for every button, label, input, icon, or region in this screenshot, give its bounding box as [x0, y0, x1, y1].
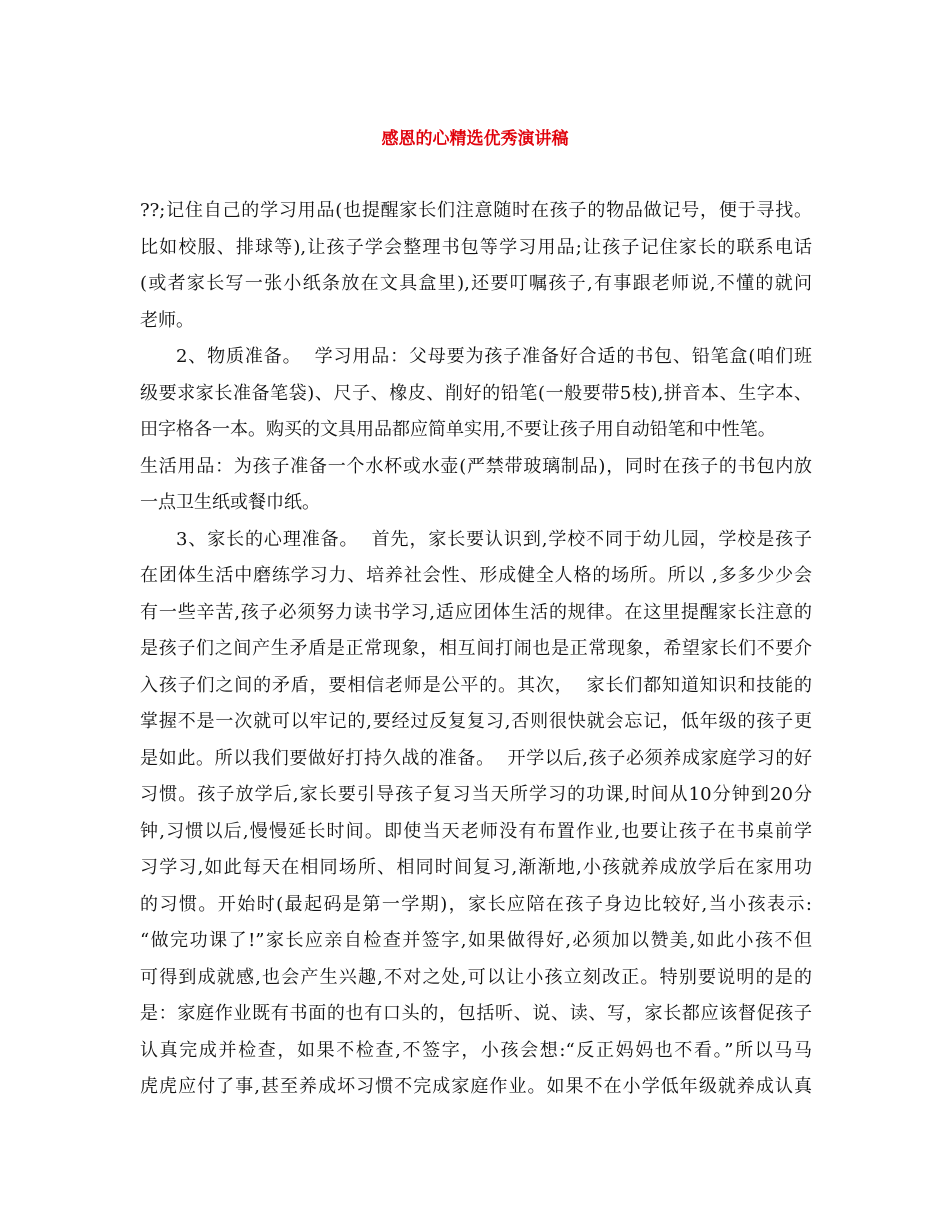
text-line: 比如校服、排球等),让孩子学会整理书包等学习用品;让孩子记住家长的联系电话 — [140, 236, 812, 258]
document-body — [140, 193, 812, 1106]
text-line: (或者家长写一张小纸条放在文具盒里),还要叮嘱孩子,有事跟老师说,不懂的就问 — [140, 273, 812, 294]
text-line: ??;记住自己的学习用品(也提醒家长们注意随时在孩子的物品做记号，便于寻找。 — [140, 200, 812, 221]
text-line: 田字格各一本。购买的文具用品都应简单实用,不要让孩子用自动铅笔和中性笔。 — [140, 419, 776, 440]
text-line: 是：家庭作业既有书面的也有口头的，包括听、说、读、写，家长都应该督促孩子 — [140, 1003, 812, 1024]
text-line: 入孩子们之间的矛盾，要相信老师是公平的。其次， 家长们都知道知识和技能的 — [140, 674, 812, 696]
document-title: 感恩的心精选优秀演讲稿 — [381, 129, 569, 149]
text-line: 在团体生活中磨练学习力、培养社会性、形成健全人格的场所。所以 ,多多少少会 — [140, 565, 812, 586]
text-line: 级要求家长准备笔袋)、尺子、橡皮、削好的铅笔(一般要带5枝),拼音本、生字本、 — [140, 382, 812, 404]
text-line: 可得到成就感,也会产生兴趣,不对之处,可以让小孩立刻改正。特别要说明的是的 — [140, 966, 812, 988]
text-line: 2、物质准备。 学习用品：父母要为孩子准备好合适的书包、铅笔盒(咱们班 — [176, 346, 812, 367]
text-line: 有一些辛苦,孩子必须努力读书学习,适应团体生活的规律。在这里提醒家长注意的 — [140, 601, 812, 623]
text-line: 3、家长的心理准备。 首先，家长要认识到,学校不同于幼儿园，学校是孩子 — [176, 528, 812, 550]
text-line: 掌握不是一次就可以牢记的,要经过反复复习,否则很快就会忘记，低年级的孩子更 — [140, 711, 812, 732]
text-line: 是如此。所以我们要做好打持久战的准备。 开学以后,孩子必须养成家庭学习的好 — [140, 747, 812, 769]
text-line: 认真完成并检查，如果不检查,不签字，小孩会想:“反正妈妈也不看。”所以马马 — [140, 1039, 812, 1061]
text-line: 钟,习惯以后,慢慢延长时间。即使当天老师没有布置作业,也要让孩子在书桌前学 — [140, 820, 812, 842]
text-line: 的习惯。开始时(最起码是第一学期)，家长应陪在孩子身边比较好,当小孩表示: — [140, 893, 812, 915]
text-line: 习惯。孩子放学后,家长要引导孩子复习当天所学习的功课,时间从10分钟到20分 — [140, 784, 812, 805]
text-line: 一点卫生纸或餐巾纸。 — [140, 492, 320, 513]
text-line: 是孩子们之间产生矛盾是正常现象，相互间打闹也是正常现象，希望家长们不要介 — [140, 638, 812, 659]
text-line: 老师。 — [140, 309, 194, 331]
text-line: 习学习,如此每天在相同场所、相同时间复习,渐渐地,小孩就养成放学后在家用功 — [140, 857, 812, 878]
text-line: 生活用品：为孩子准备一个水杯或水壶(严禁带玻璃制品)，同时在孩子的书包内放 — [140, 455, 812, 477]
text-line: “做完功课了!”家长应亲自检查并签字,如果做得好,必须加以赞美,如此小孩不但 — [140, 930, 812, 951]
text-line: 虎虎应付了事,甚至养成坏习惯不完成家庭作业。如果不在小学低年级就养成认真 — [140, 1076, 812, 1097]
